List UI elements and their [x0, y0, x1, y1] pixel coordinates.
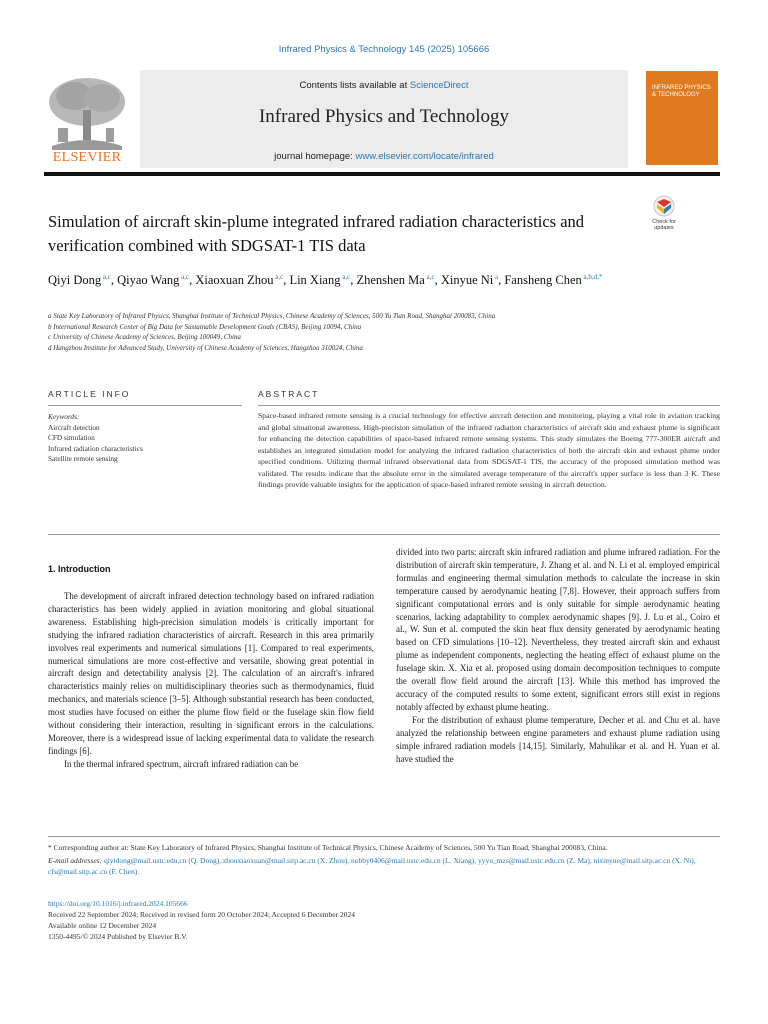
cover-title: INFRARED PHYSICS & TECHNOLOGY — [652, 85, 711, 98]
author-name[interactable]: Qiyi Dong — [48, 273, 102, 288]
abstract-heading: ABSTRACT — [258, 389, 320, 399]
divider — [258, 405, 720, 406]
footnotes — [48, 842, 720, 879]
divider — [48, 405, 242, 406]
footnote-rule — [48, 836, 720, 837]
keywords-block — [48, 412, 242, 465]
header-rule — [44, 172, 720, 176]
section-heading-introduction: 1. Introduction — [48, 564, 111, 574]
keyword-item: CFD simulation — [48, 433, 95, 442]
author-name[interactable]: Fansheng Chen — [504, 273, 582, 288]
article-title: Simulation of aircraft skin-plume integrated infrared radiation characteristics and verification combined with SDGSAT-1 TIS data — [48, 212, 585, 255]
contents-line — [140, 80, 628, 91]
corresponding-author-note: * Corresponding author at: State Key Laboratory of Infrared Physics, Shanghai Institute of Technical Physics, Chinese Academy of Sciences, 500 Yu Tian Road, Shanghai 200083, China. — [48, 843, 608, 852]
keyword-item: Infrared radiation characteristics — [48, 443, 143, 453]
email-addresses — [48, 855, 720, 877]
author-name[interactable]: Qiyao Wang — [117, 273, 180, 288]
author-list: Qiyi Dong $^{a,c}$, Qiyao Wang $^{a,c}$, Xiaoxuan Zhou $^{a,c}$, Lin Xiang $^{a,c}$, Zhenshen Ma $^{a,c}$, Xinyue Ni $^a$, Fansheng Chen $^{a,b,d,*}$ — [48, 273, 603, 288]
keyword-item: Satellite remote sensing — [48, 454, 118, 463]
homepage-line — [140, 151, 628, 162]
author-affiliation-marks: a,c — [273, 273, 284, 281]
available-online: Available online 12 December 2024 — [48, 921, 157, 930]
keyword-item: Aircraft detection — [48, 422, 100, 432]
author-affiliation-marks: a,b,d,* — [581, 273, 603, 281]
author-name[interactable]: Xiaoxuan Zhou — [195, 273, 274, 288]
paragraph: divided into two parts: aircraft skin infrared radiation and plume infrared radiation. For the distribution of aircraft skin temperature, J. Zhang et al. and N. Li et al. employed empirical formulas and engineering thermal simulation methods to calculate the increase in skin temperature caused by aerodynamic heating [7,8]. However, their approach suffers from significant computational errors and is only suitable for simple aerodynamic heating scenarios, lacking adaptability to complex aerodynamic shapes [9]. J. Lu et al., Coiro et al., W. Sun et al. computed the skin heat flux density generated by aerodynamic heating based on CFD simulations [10–12]. Nevertheless, they treated aircraft skin and exhaust plume as independent components, neglecting the heating effect of exhaust plume on the fuselage skin. X. Xia et al. proposed using domain decomposition techniques to compute the overall flow field around the aircraft [13]. While this method has improved the accuracy of the computed results to some extent, significant errors still exist in regions notably affected by exhaust plume heating. — [396, 547, 720, 712]
body-column-right — [396, 546, 720, 765]
body-column-left — [48, 590, 374, 771]
affiliation-a: a State Key Laboratory of Infrared Physics, Shanghai Institute of Technical Physics, Chinese Academy of Sciences, 500 Yu Tian Road, Shanghai 200083, China — [48, 312, 496, 320]
article-info-heading: ARTICLE INFO — [48, 389, 131, 399]
paragraph: In the thermal infrared spectrum, aircraft infrared radiation can be — [64, 758, 299, 769]
paragraph: The development of aircraft infrared detection technology based on infrared radiation characteristics has been widely applied in aviation monitoring and global situational awareness. Establishing high-precision simulation models is critically important for studying the infrared radiation characteristics of aircraft. Research in this area primarily involves real experiments and numerical simulations [1]. Compared to real experiments, numerical simulations are more cost-effective and versatile, showing great potential in aircraft design and detectability analysis [2]. The calculation of an aircraft's infrared characteristics mainly relies on multidisciplinary theories such as thermodynamics, fluid mechanics, and materials science [3–5]. Although substantial research has been conducted, most studies have focused on either the plume flow field or the fuselage skin flow field without considering their interaction, resulting in significant errors in the calculations. Moreover, there is a widespread issue of lacking experimental data to validate the research findings [6]. — [48, 591, 374, 756]
author-affiliation-marks: a — [493, 273, 499, 281]
received-dates: Received 22 September 2024; Received in revised form 20 October 2024; Accepted 6 December 2024 — [48, 910, 355, 919]
author-name[interactable]: Lin Xiang — [289, 273, 341, 288]
affiliation-b: b International Research Center of Big Data for Sustainable Development Goals (CBAS), Beijing 10094, China — [48, 322, 362, 331]
author-affiliation-marks: a,c — [424, 273, 435, 281]
affiliation-c: c University of Chinese Academy of Sciences, Beijing 100049, China — [48, 333, 241, 341]
journal-title: Infrared Physics and Technology — [258, 106, 509, 127]
elsevier-wordmark: ELSEVIER — [52, 150, 122, 165]
homepage-prefix: journal homepage: — [274, 151, 356, 162]
author-affiliation-marks: a,c — [179, 273, 190, 281]
doi-link[interactable]: https://doi.org/10.1016/j.infrared.2024.105666 — [48, 899, 188, 908]
affiliation-d: d Hangzhou Institute for Advanced Study, University of Chinese Academy of Sciences, Hangzhou 310024, China — [48, 343, 363, 352]
affiliation-list — [48, 311, 688, 353]
check-for-updates-badge[interactable] — [645, 194, 683, 232]
author-affiliation-marks: a,c — [101, 273, 111, 281]
email-label: E-mail addresses: — [48, 856, 103, 865]
contents-prefix: Contents lists available at — [299, 80, 410, 91]
author-name[interactable]: Xinyue Ni — [440, 273, 494, 288]
divider — [48, 534, 720, 535]
abstract-text: Space-based infrared remote sensing is a crucial technology for effective aircraft detection and monitoring, playing a vital role in aviation tracking and global situational awareness. High-precision simulation of the infrared radiation characteristics of aircraft skin and exhaust plume is significant for enhancing the detection capabilities of space-based infrared remote sensing systems. This study simulates the Boeing 777-300ER aircraft and establishes an integrated simulation model for analyzing the infrared radiation characteristics of both the aircraft skin and exhaust plume under specified conditions. Utilizing thermal infrared observational data from SDGSAT-1 TIS, the accuracy of the proposed simulation method was validated. The results indicate that the absolute error in the simulated average temperature of the aircraft's upper surface is less than 3 K. These findings provide valuable insights for the application of space-based infrared remote sensing in aircraft detection. — [258, 411, 720, 489]
journal-homepage-link[interactable]: www.elsevier.com/locate/infrared — [355, 151, 494, 162]
keywords-label: Keywords: — [48, 412, 80, 421]
paragraph: For the distribution of exhaust plume temperature, Decher et al. and Chu et al. have analyzed the relationship between engine parameters and exhaust plume radiation using simple infrared radiation models [14,15]. Similarly, Mahulikar et al. and H. Yuan et al. have studied the — [396, 714, 720, 764]
journal-reference-link[interactable]: Infrared Physics & Technology 145 (2025) 105666 — [278, 44, 490, 55]
sciencedirect-link[interactable]: ScienceDirect — [409, 80, 469, 91]
copyright-line: 1350-4495/© 2024 Published by Elsevier B.V. — [48, 932, 188, 941]
check-updates-label-line1: Check for — [652, 219, 676, 225]
check-updates-label-line2: updates — [654, 225, 674, 231]
email-list[interactable]: qiyidong@mail.ustc.edu.cn (Q. Dong), zhouxiaoxuan@mail.sitp.ac.cn (X. Zhou), nobby0406@mail.ustc.edu.cn (L. Xiang), yyyu_mzs@mail.ustc.edu.cn (Z. Ma), nixinyue@mail.sitp.ac.cn (X. Ni), cfs@mail.sitp.ac.cn (F. Chen). — [48, 856, 696, 876]
author-affiliation-marks: a,c — [340, 273, 351, 281]
publication-info — [48, 898, 720, 942]
author-name[interactable]: Zhenshen Ma — [356, 273, 425, 288]
